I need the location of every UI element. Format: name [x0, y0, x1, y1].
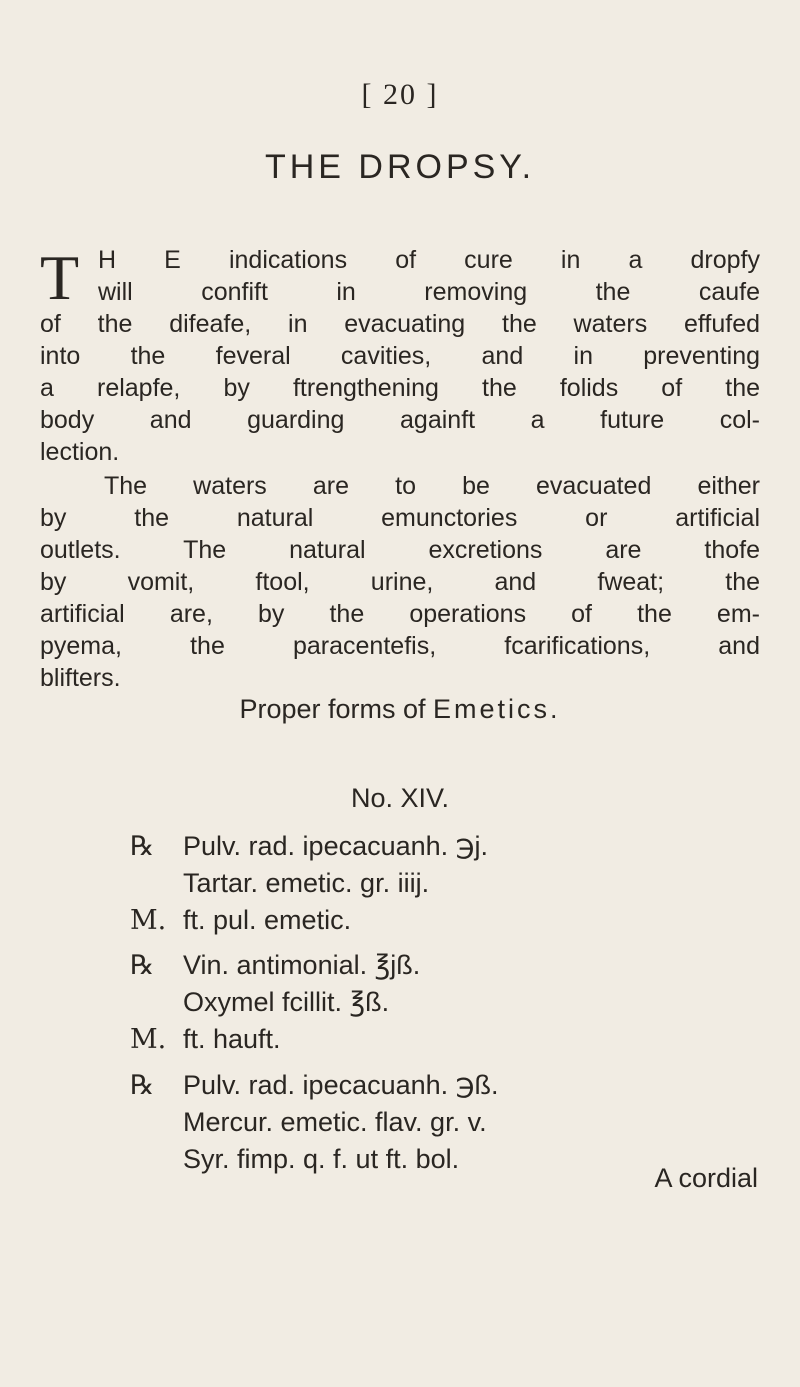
- text-line: The waters are to be evacuated either: [104, 472, 760, 500]
- recipe-text: Mercur. emetic. flav. gr. v.: [183, 1107, 487, 1137]
- text-line: into the feveral cavities, and in preventing: [40, 342, 760, 370]
- text-line: body and guarding againft a future col-: [40, 406, 760, 434]
- recipe-text: Oxymel fcillit. ℥ß.: [183, 987, 390, 1017]
- recipe-line: [130, 947, 420, 984]
- recipe-text: Pulv. rad. ipecacuanh. ℈ß.: [183, 1070, 499, 1100]
- text-line: will confift in removing the caufe: [98, 278, 760, 306]
- text-line: of the difeafe, in evacuating the waters effufed: [40, 310, 760, 338]
- text-line: by vomit, ftool, urine, and fweat; the: [40, 568, 760, 596]
- recipe-line: [130, 1141, 499, 1178]
- text-line: by the natural emunctories or artificial: [40, 504, 760, 532]
- recipe-text: Tartar. emetic. gr. iiij.: [183, 868, 430, 898]
- recipe-line: [130, 902, 488, 939]
- page-number: [ 20 ]: [361, 78, 439, 111]
- catchword: A cordial: [654, 1163, 758, 1193]
- misce-symbol: M.: [130, 1024, 167, 1055]
- text-line: lection.: [40, 438, 120, 466]
- recipe-2: [130, 947, 420, 1058]
- drop-cap: T: [40, 242, 80, 313]
- recipe-line: [130, 828, 488, 865]
- text-line: a relapfe, by ftrengthening the folids of the: [40, 374, 760, 402]
- subheading-emphasis: Emetics.: [433, 694, 561, 724]
- paragraph-indications: [40, 244, 760, 468]
- rx-symbol: ℞: [130, 831, 155, 862]
- recipe-1: [130, 828, 488, 939]
- recipe-text: Syr. fimp. q. f. ut ft. bol.: [183, 1144, 460, 1174]
- recipe-text: Pulv. rad. ipecacuanh. ℈j.: [183, 831, 489, 861]
- text-line: pyema, the paracentefis, fcarifications, and: [40, 632, 760, 660]
- rx-symbol: ℞: [130, 950, 155, 981]
- subheading-prefix: Proper forms of: [239, 694, 434, 724]
- recipe-line: [130, 984, 420, 1021]
- paragraph-evacuation: [40, 470, 760, 694]
- recipe-line: [130, 865, 488, 902]
- recipe-line: [130, 1021, 420, 1058]
- text-line: outlets. The natural excretions are thofe: [40, 536, 760, 564]
- recipe-number: No. XIV.: [350, 783, 450, 813]
- rx-symbol: ℞: [130, 1070, 155, 1101]
- text-line: blifters.: [40, 664, 121, 692]
- recipe-3: [130, 1067, 499, 1178]
- recipe-text: ft. pul. emetic.: [183, 905, 352, 935]
- recipe-line: [130, 1104, 499, 1141]
- misce-symbol: M.: [130, 905, 167, 936]
- text-line: H E indications of cure in a dropfy: [98, 246, 760, 274]
- recipe-text: ft. hauft.: [183, 1024, 281, 1054]
- chapter-heading: THE DROPSY.: [264, 148, 536, 186]
- recipe-text: Vin. antimonial. ℥jß.: [183, 950, 421, 980]
- text-line: artificial are, by the operations of the em-: [40, 600, 760, 628]
- section-subheading: [0, 694, 800, 725]
- recipe-line: [130, 1067, 499, 1104]
